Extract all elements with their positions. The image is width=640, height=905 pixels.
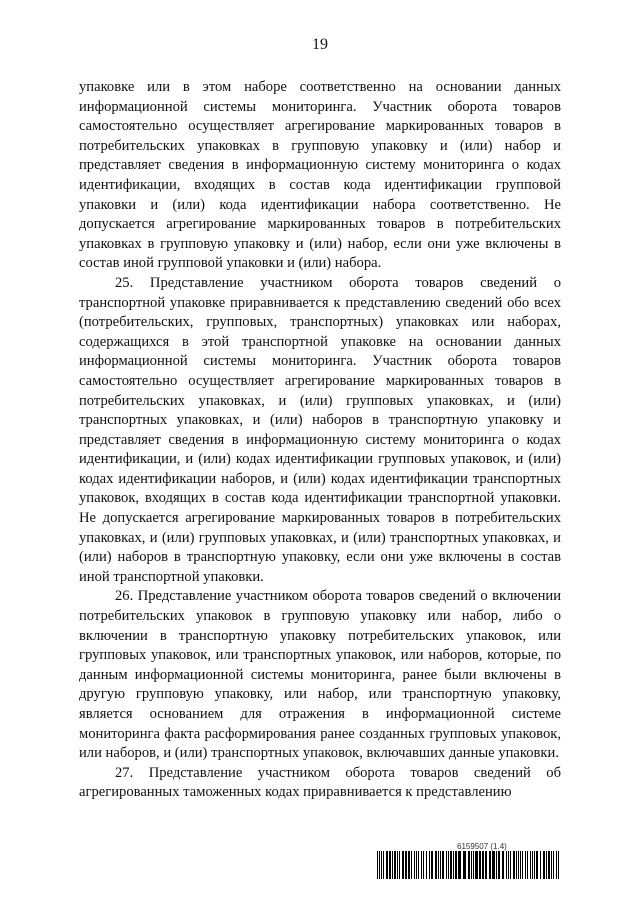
paragraph-26: 26. Представление участником оборота товаров сведений о включении потребительских упаковок в групповую упаковку или набор, либо о включении в транспортную упаковку потребительских упаковок, или групповых упаковок, или транспортных упаковок, или наборов, которые, по данным информационной системы мониторинга, ранее были включены в другую групповую упаковку, или набор, или транспортную упаковку, является основанием для отражения в информационной системе мониторинга факта расформирования ранее созданных групповых упаковок, или наборов, и (или) транспортных упаковок, включавших данные упаковки. <box>79 588 561 762</box>
page-number: 19 <box>312 36 328 53</box>
paragraph-25: 25. Представление участником оборота товаров сведений о транспортной упаковке приравнивается к представлению сведений обо всех (потребительских, групповых, транспортных) упаковках или наборах, содержащихся в этой транспортной упаковке на основании данных информационной системы мониторинга. Участник оборота товаров самостоятельно осуществляет агрегирование маркированных товаров в потребительских упаковках, и (или) групповых упаковках, и (или) транспортных упаковках, и (или) наборов в транспортную упаковку и представляет сведения в информационную систему мониторинга о кодах идентификации, и (или) кодах идентификации групповых упаковок, и (или) кодах идентификации наборов, и (или) кодах идентификации транспортных упаковок, входящих в состав кода идентификации транспортной упаковки. Не допускается агрегирование маркированных товаров в потребительских упаковках, и (или) групповых упаковках, и (или) транспортных упаковках, и (или) наборов в транспортную упаковку, если они уже включены в состав иной транспортной упаковки. <box>79 274 561 585</box>
document-code: 6159507 (1.4) <box>457 842 507 851</box>
barcode-image <box>377 851 561 879</box>
paragraph-27: 27. Представление участником оборота товаров сведений об агрегированных таможенных кодах приравнивается к представлению <box>79 764 561 801</box>
document-body <box>79 78 561 803</box>
paragraph-continuation: упаковке или в этом наборе соответственно на основании данных информационной системы мониторинга. Участник оборота товаров самостоятельно осуществляет агрегирование маркированных товаров в потребительских упаковках в групповую упаковку и (или) набор и представляет сведения в информационную систему мониторинга о кодах идентификации, входящих в состав кода идентификации групповой упаковки и (или) кода идентификации набора соответственно. Не допускается агрегирование маркированных товаров в потребительских упаковках в групповую упаковку и (или) набор, если они уже включены в состав иной групповой упаковки и (или) набора. <box>79 79 561 272</box>
